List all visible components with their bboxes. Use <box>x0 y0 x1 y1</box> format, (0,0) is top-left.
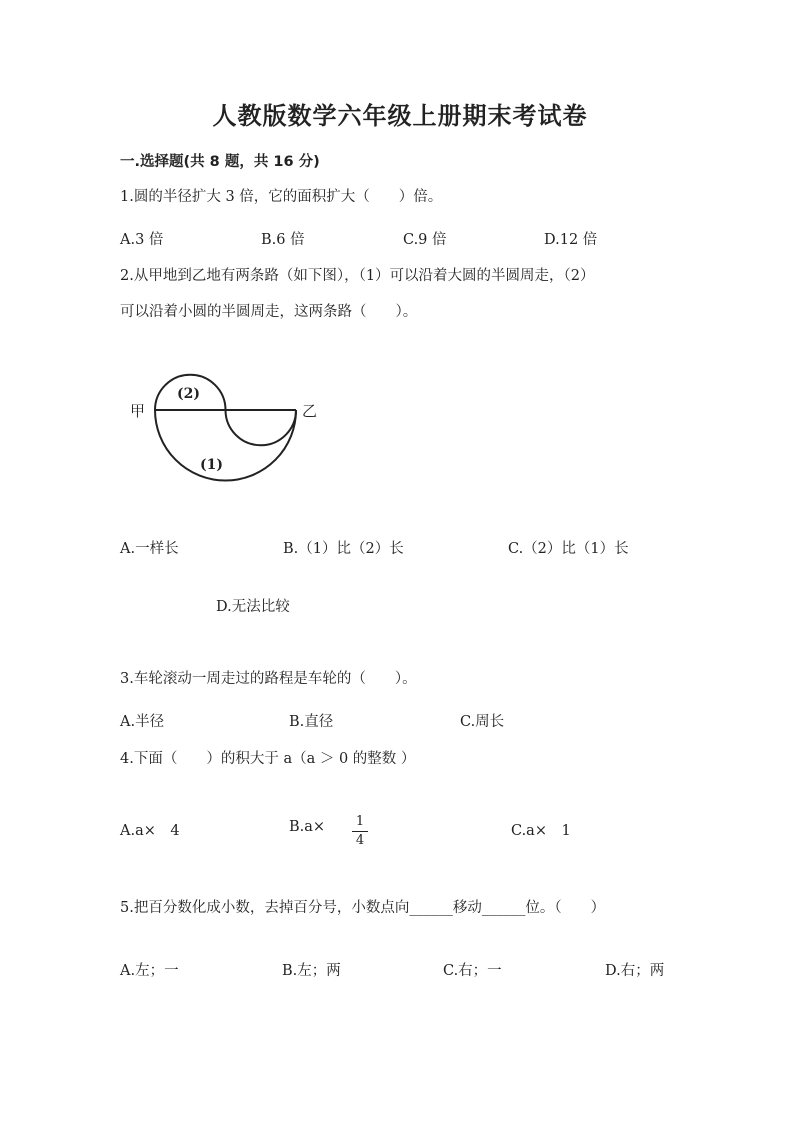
question-4-option-a: A.a× 4 <box>120 823 180 839</box>
question-5-option-c: C.右；一 <box>443 963 502 979</box>
path-label-small: (2) <box>177 386 200 402</box>
point-label-start: 甲 <box>130 402 146 420</box>
question-5-option-a: A.左；一 <box>120 963 179 979</box>
question-3-option-b: B.直径 <box>289 714 334 730</box>
fraction-denominator: 4 <box>355 833 365 848</box>
two-paths-figure <box>130 358 330 498</box>
question-2-option-b: B.（1）比（2）长 <box>283 541 404 557</box>
question-2-option-c: C.（2）比（1）长 <box>508 541 629 557</box>
question-1-option-c: C.9 倍 <box>403 232 447 248</box>
question-3-stem: 3.车轮滚动一周走过的路程是车轮的（ ）。 <box>120 671 417 687</box>
question-4-option-b: B.a× <box>289 819 326 835</box>
question-1-option-d: D.12 倍 <box>544 232 598 248</box>
fraction-bar <box>352 831 368 832</box>
question-2-option-d: D.无法比较 <box>216 599 290 615</box>
question-2-option-a: A.一样长 <box>120 541 179 557</box>
path-label-large: (1) <box>200 457 223 473</box>
small-semicircle-lower <box>226 410 297 445</box>
fraction-one-quarter <box>352 814 368 849</box>
question-3-option-c: C.周长 <box>460 714 505 730</box>
point-label-end: 乙 <box>302 402 318 420</box>
question-3-option-a: A.半径 <box>120 714 165 730</box>
fraction-numerator: 1 <box>355 814 365 829</box>
question-4-stem: 4.下面（ ）的积大于 a（a ＞ 0 的整数 ） <box>120 751 416 767</box>
section-header: 一.选择题(共 8 题，共 16 分) <box>120 154 320 170</box>
question-4-option-c: C.a× 1 <box>511 823 571 839</box>
large-semicircle <box>155 410 296 481</box>
question-1-stem: 1.圆的半径扩大 3 倍，它的面积扩大（ ）倍。 <box>120 189 443 205</box>
question-1-option-b: B.6 倍 <box>261 232 305 248</box>
question-2-stem-line-2: 可以沿着小圆的半圆周走，这两条路（ ）。 <box>120 304 418 320</box>
question-5-stem: 5.把百分数化成小数，去掉百分号，小数点向______移动______位。（ ） <box>120 900 606 916</box>
question-1-option-a: A.3 倍 <box>120 232 164 248</box>
question-2-stem-line-1: 2.从甲地到乙地有两条路（如下图），（1）可以沿着大圆的半圆周走，（2） <box>120 268 595 284</box>
question-5-option-b: B.左；两 <box>282 963 341 979</box>
page-title: 人教版数学六年级上册期末考试卷 <box>212 102 588 130</box>
question-5-option-d: D.右；两 <box>605 963 665 979</box>
